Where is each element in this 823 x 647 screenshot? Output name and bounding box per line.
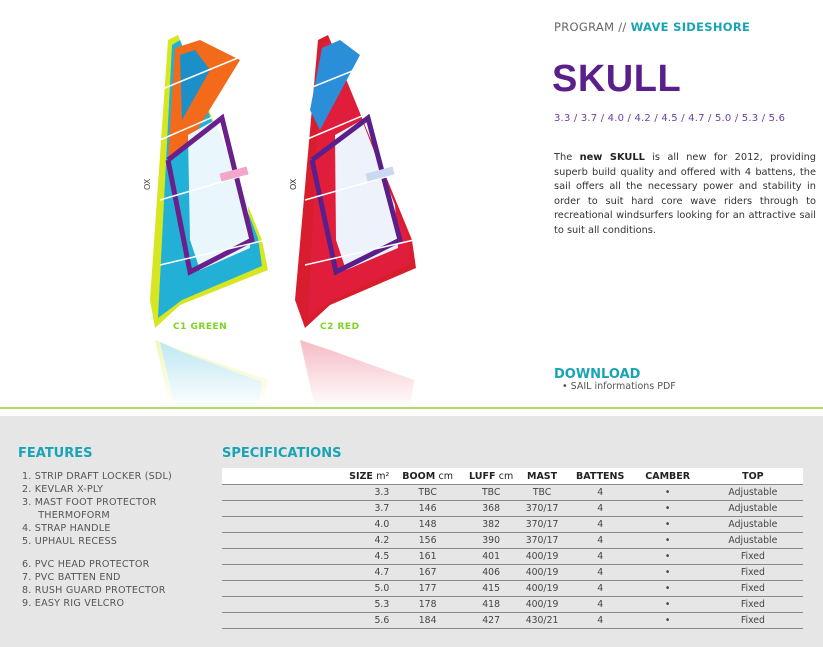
cell-size: 5.0 — [222, 581, 389, 597]
cell-luff: TBC — [466, 485, 516, 501]
table-row — [222, 501, 803, 517]
cell-battens: 4 — [568, 517, 633, 533]
features-list — [22, 470, 172, 610]
program-prefix: PROGRAM // — [554, 20, 627, 34]
cell-boom: 184 — [389, 613, 466, 629]
cell-top: Adjustable — [703, 533, 803, 549]
col-header-mast: MAST — [516, 468, 567, 485]
section-divider — [0, 407, 823, 409]
col-header-size: SIZE m² — [222, 468, 389, 485]
cell-battens: 4 — [568, 581, 633, 597]
feature-item: 4. STRAP HANDLE — [22, 523, 111, 534]
specifications-table — [222, 468, 803, 629]
cell-mast: 430/21 — [516, 613, 567, 629]
cell-size: 4.7 — [222, 565, 389, 581]
col-header-camber: CAMBER — [633, 468, 703, 485]
cell-battens: 4 — [568, 613, 633, 629]
description-bold: new SKULL — [579, 152, 645, 163]
features-heading: FEATURES — [18, 446, 93, 461]
sail-images — [0, 0, 540, 408]
cell-luff: 415 — [466, 581, 516, 597]
cell-luff: 390 — [466, 533, 516, 549]
sail-c2-red-image[interactable] — [289, 35, 416, 328]
col-header-top: TOP — [703, 468, 803, 485]
cell-mast: TBC — [516, 485, 567, 501]
cell-camber: • — [633, 517, 703, 533]
cell-top: Fixed — [703, 581, 803, 597]
cell-luff: 382 — [466, 517, 516, 533]
cell-size: 3.7 — [222, 501, 389, 517]
cell-mast: 400/19 — [516, 565, 567, 581]
feature-item: 5. UPHAUL RECESS — [22, 536, 118, 547]
cell-luff: 401 — [466, 549, 516, 565]
col-header-battens: BATTENS — [568, 468, 633, 485]
sail-c1-green-image[interactable] — [143, 35, 268, 328]
cell-boom: 161 — [389, 549, 466, 565]
cell-boom: 167 — [389, 565, 466, 581]
product-title: SKULL — [552, 58, 682, 100]
cell-battens: 4 — [568, 533, 633, 549]
cell-top: Adjustable — [703, 501, 803, 517]
download-pdf-label[interactable]: SAIL informations PDF — [570, 381, 676, 392]
feature-item: 9. EASY RIG VELCRO — [22, 598, 125, 609]
product-description — [554, 151, 816, 239]
cell-camber: • — [633, 549, 703, 565]
cell-camber: • — [633, 597, 703, 613]
cell-size: 5.3 — [222, 597, 389, 613]
cell-size: 4.2 — [222, 533, 389, 549]
cell-top: Fixed — [703, 549, 803, 565]
cell-battens: 4 — [568, 549, 633, 565]
cell-mast: 370/17 — [516, 517, 567, 533]
feature-item: 3. MAST FOOT PROTECTOR — [22, 497, 157, 508]
cell-mast: 370/17 — [516, 501, 567, 517]
cell-mast: 370/17 — [516, 533, 567, 549]
cell-luff: 418 — [466, 597, 516, 613]
table-row — [222, 485, 803, 501]
cell-top: Fixed — [703, 597, 803, 613]
cell-camber: • — [633, 581, 703, 597]
cell-luff: 427 — [466, 613, 516, 629]
feature-item: 1. STRIP DRAFT LOCKER (SDL) — [22, 471, 172, 482]
cell-boom: 148 — [389, 517, 466, 533]
cell-camber: • — [633, 565, 703, 581]
table-row — [222, 597, 803, 613]
cell-boom: 156 — [389, 533, 466, 549]
cell-mast: 400/19 — [516, 581, 567, 597]
cell-camber: • — [633, 501, 703, 517]
cell-size: 3.3 — [222, 485, 389, 501]
cell-mast: 400/19 — [516, 549, 567, 565]
cell-boom: 146 — [389, 501, 466, 517]
program-category-link[interactable]: WAVE SIDESHORE — [630, 20, 751, 34]
table-row — [222, 549, 803, 565]
cell-size: 4.5 — [222, 549, 389, 565]
feature-item: 6. PVC HEAD PROTECTOR — [22, 559, 150, 570]
cell-mast: 400/19 — [516, 597, 567, 613]
cell-battens: 4 — [568, 485, 633, 501]
cell-battens: 4 — [568, 597, 633, 613]
specifications-body — [222, 485, 803, 629]
download-pdf-link[interactable]: • SAIL informations PDF — [562, 381, 676, 392]
cell-top: Fixed — [703, 565, 803, 581]
description-pre: The — [554, 152, 580, 163]
description-post: is all new for 2012, providing superb build quality and offered with 4 battens, the sail offers all the necessary power and stability in order to suit hard core wave riders through to recreational windsurfers looking for an attractive sail to suit all conditions. — [554, 152, 816, 236]
col-header-luff: LUFF cm — [466, 468, 516, 485]
cell-size: 4.0 — [222, 517, 389, 533]
table-row — [222, 581, 803, 597]
table-row — [222, 565, 803, 581]
cell-size: 5.6 — [222, 613, 389, 629]
cell-luff: 368 — [466, 501, 516, 517]
table-row — [222, 517, 803, 533]
cell-battens: 4 — [568, 501, 633, 517]
program-breadcrumb — [554, 20, 750, 34]
cell-top: Adjustable — [703, 517, 803, 533]
download-heading: DOWNLOAD — [554, 367, 641, 382]
cell-luff: 406 — [466, 565, 516, 581]
cell-camber: • — [633, 485, 703, 501]
table-header-row — [222, 468, 803, 485]
size-range: 3.3 / 3.7 / 4.0 / 4.2 / 4.5 / 4.7 / 5.0 / 5.3 / 5.6 — [554, 113, 786, 124]
svg-text:OX: OX — [289, 178, 298, 190]
cell-boom: 177 — [389, 581, 466, 597]
feature-item: 7. PVC BATTEN END — [22, 572, 121, 583]
col-header-boom: BOOM cm — [389, 468, 466, 485]
feature-item: 2. KEVLAR X-PLY — [22, 484, 104, 495]
table-row — [222, 533, 803, 549]
cell-camber: • — [633, 533, 703, 549]
specifications-heading: SPECIFICATIONS — [222, 446, 342, 461]
feature-item: 8. RUSH GUARD PROTECTOR — [22, 585, 166, 596]
cell-boom: 178 — [389, 597, 466, 613]
feature-item: THERMOFORM — [22, 510, 110, 521]
svg-text:OX: OX — [143, 178, 152, 190]
cell-camber: • — [633, 613, 703, 629]
cell-boom: TBC — [389, 485, 466, 501]
table-row — [222, 613, 803, 629]
sail-label-c2: C2 RED — [320, 322, 360, 332]
cell-battens: 4 — [568, 565, 633, 581]
cell-top: Fixed — [703, 613, 803, 629]
cell-top: Adjustable — [703, 485, 803, 501]
sail-label-c1: C1 GREEN — [173, 322, 228, 332]
